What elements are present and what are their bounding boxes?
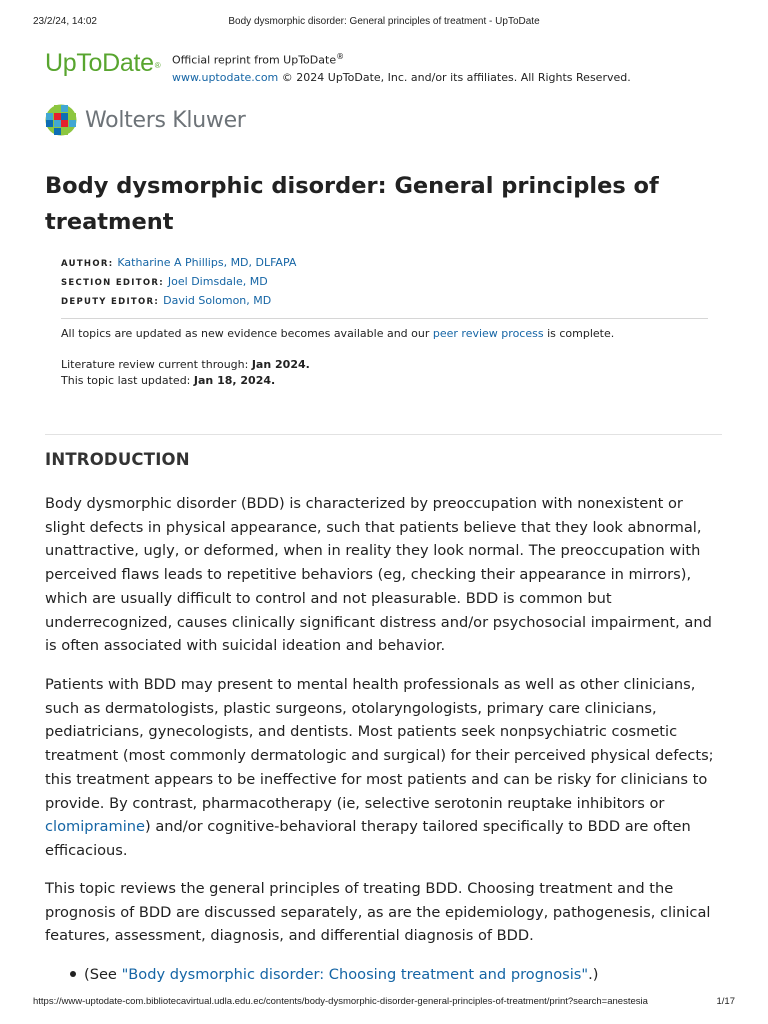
update-notice	[61, 326, 614, 342]
reprint-notice	[172, 48, 631, 86]
topic-dates	[61, 357, 310, 389]
wolters-kluwer-logo-icon	[45, 104, 77, 136]
uptodate-logo-text: UpToDate	[45, 49, 154, 77]
logo-registered-mark: ®	[154, 61, 161, 70]
introduction-heading: INTRODUCTION	[45, 450, 190, 469]
deputy-editor-label: DEPUTY EDITOR:	[61, 297, 160, 307]
intro-paragraph-1: Body dysmorphic disorder (BDD) is characterized by preoccupation with nonexistent or slight defects in physical appearance, such that patients believe that they look abnormal, unattractive, ugly, or deformed, when in reality they look normal. The preoccupation with perceived flaws leads to repetitive behaviors (eg, checking their appearance in mirrors), which are usually difficult to control and not pleasurable. BDD is common but underrecognized, causes clinically significant distress and/or psychosocial impairment, and is often associated with suicidal ideation and behavior.	[45, 495, 712, 655]
list-item	[70, 963, 598, 987]
lit-review-value: Jan 2024.	[251, 358, 310, 371]
bullet-text-start: (See	[84, 966, 122, 983]
choosing-treatment-link[interactable]: "Body dysmorphic disorder: Choosing treatment and prognosis"	[121, 966, 589, 983]
p2-text-start: Patients with BDD may present to mental health professionals as well as other clinicians, such as dermatologists, plastic surgeons, otolaryngologists, primary care clinicians, pediatricians, gynecologists, and dentists. Most patients seek nonpsychiatric cosmetic treatment (most commonly dermatologic and surgical) for their perceived physical defects; this treatment appears to be ineffective for most patients and can be risky for clinicians to provide. By contrast, pharmacotherapy (ie, selective serotonin reuptake inhibitors or	[45, 676, 714, 812]
intro-paragraph-2	[45, 673, 725, 863]
print-footer	[33, 996, 735, 1010]
peer-review-link[interactable]: peer review process	[432, 327, 544, 340]
intro-paragraph-3: This topic reviews the general principles of treating BDD. Choosing treatment and the prognosis of BDD are discussed separately, as are the epidemiology, pathogenesis, clinical features, assessment, diagnosis, and differential diagnosis of BDD.	[45, 880, 711, 945]
author-link[interactable]: Katharine A Phillips, MD, DLFAPA	[117, 256, 297, 269]
print-page-title: Body dysmorphic disorder: General principles of treatment - UpToDate	[228, 16, 540, 27]
print-date: 23/2/24, 14:02	[33, 16, 97, 27]
bullet-icon	[70, 971, 76, 977]
page-number: 1/17	[716, 996, 735, 1007]
notice-text-end: is complete.	[543, 327, 615, 340]
last-updated-label: This topic last updated:	[61, 374, 194, 387]
divider	[61, 318, 708, 319]
lit-review-label: Literature review current through:	[61, 358, 252, 371]
wolters-kluwer-name: Wolters Kluwer	[85, 107, 246, 133]
clomipramine-link[interactable]: clomipramine	[45, 818, 145, 836]
uptodate-site-link[interactable]: www.uptodate.com	[172, 70, 279, 84]
reprint-registered-mark: ®	[336, 52, 345, 61]
reprint-text: Official reprint from UpToDate	[172, 53, 337, 67]
bullet-text-end: .)	[588, 966, 599, 983]
section-divider	[45, 434, 722, 435]
author-label: AUTHOR:	[61, 259, 114, 269]
p2-text-end: ) and/or cognitive-behavioral therapy tailored specifically to BDD are often efficacious.	[45, 818, 691, 859]
deputy-editor-link[interactable]: David Solomon, MD	[163, 294, 272, 307]
notice-text-start: All topics are updated as new evidence becomes available and our	[61, 327, 433, 340]
section-editor-label: SECTION EDITOR:	[61, 278, 164, 288]
contributors	[61, 254, 296, 311]
section-editor-link[interactable]: Joel Dimsdale, MD	[167, 275, 268, 288]
copyright-text: © 2024 UpToDate, Inc. and/or its affiliates. All Rights Reserved.	[278, 70, 631, 84]
print-header	[33, 16, 735, 30]
wolters-kluwer-logo	[45, 104, 246, 136]
article-title: Body dysmorphic disorder: General principles of treatment	[45, 173, 659, 235]
uptodate-logo[interactable]	[45, 48, 160, 78]
print-url: https://www-uptodate-com.bibliotecavirtual.udla.edu.ec/contents/body-dysmorphic-disorder-general-principles-of-treatment/print?search=anestesia	[33, 996, 648, 1007]
last-updated-value: Jan 18, 2024.	[193, 374, 276, 387]
